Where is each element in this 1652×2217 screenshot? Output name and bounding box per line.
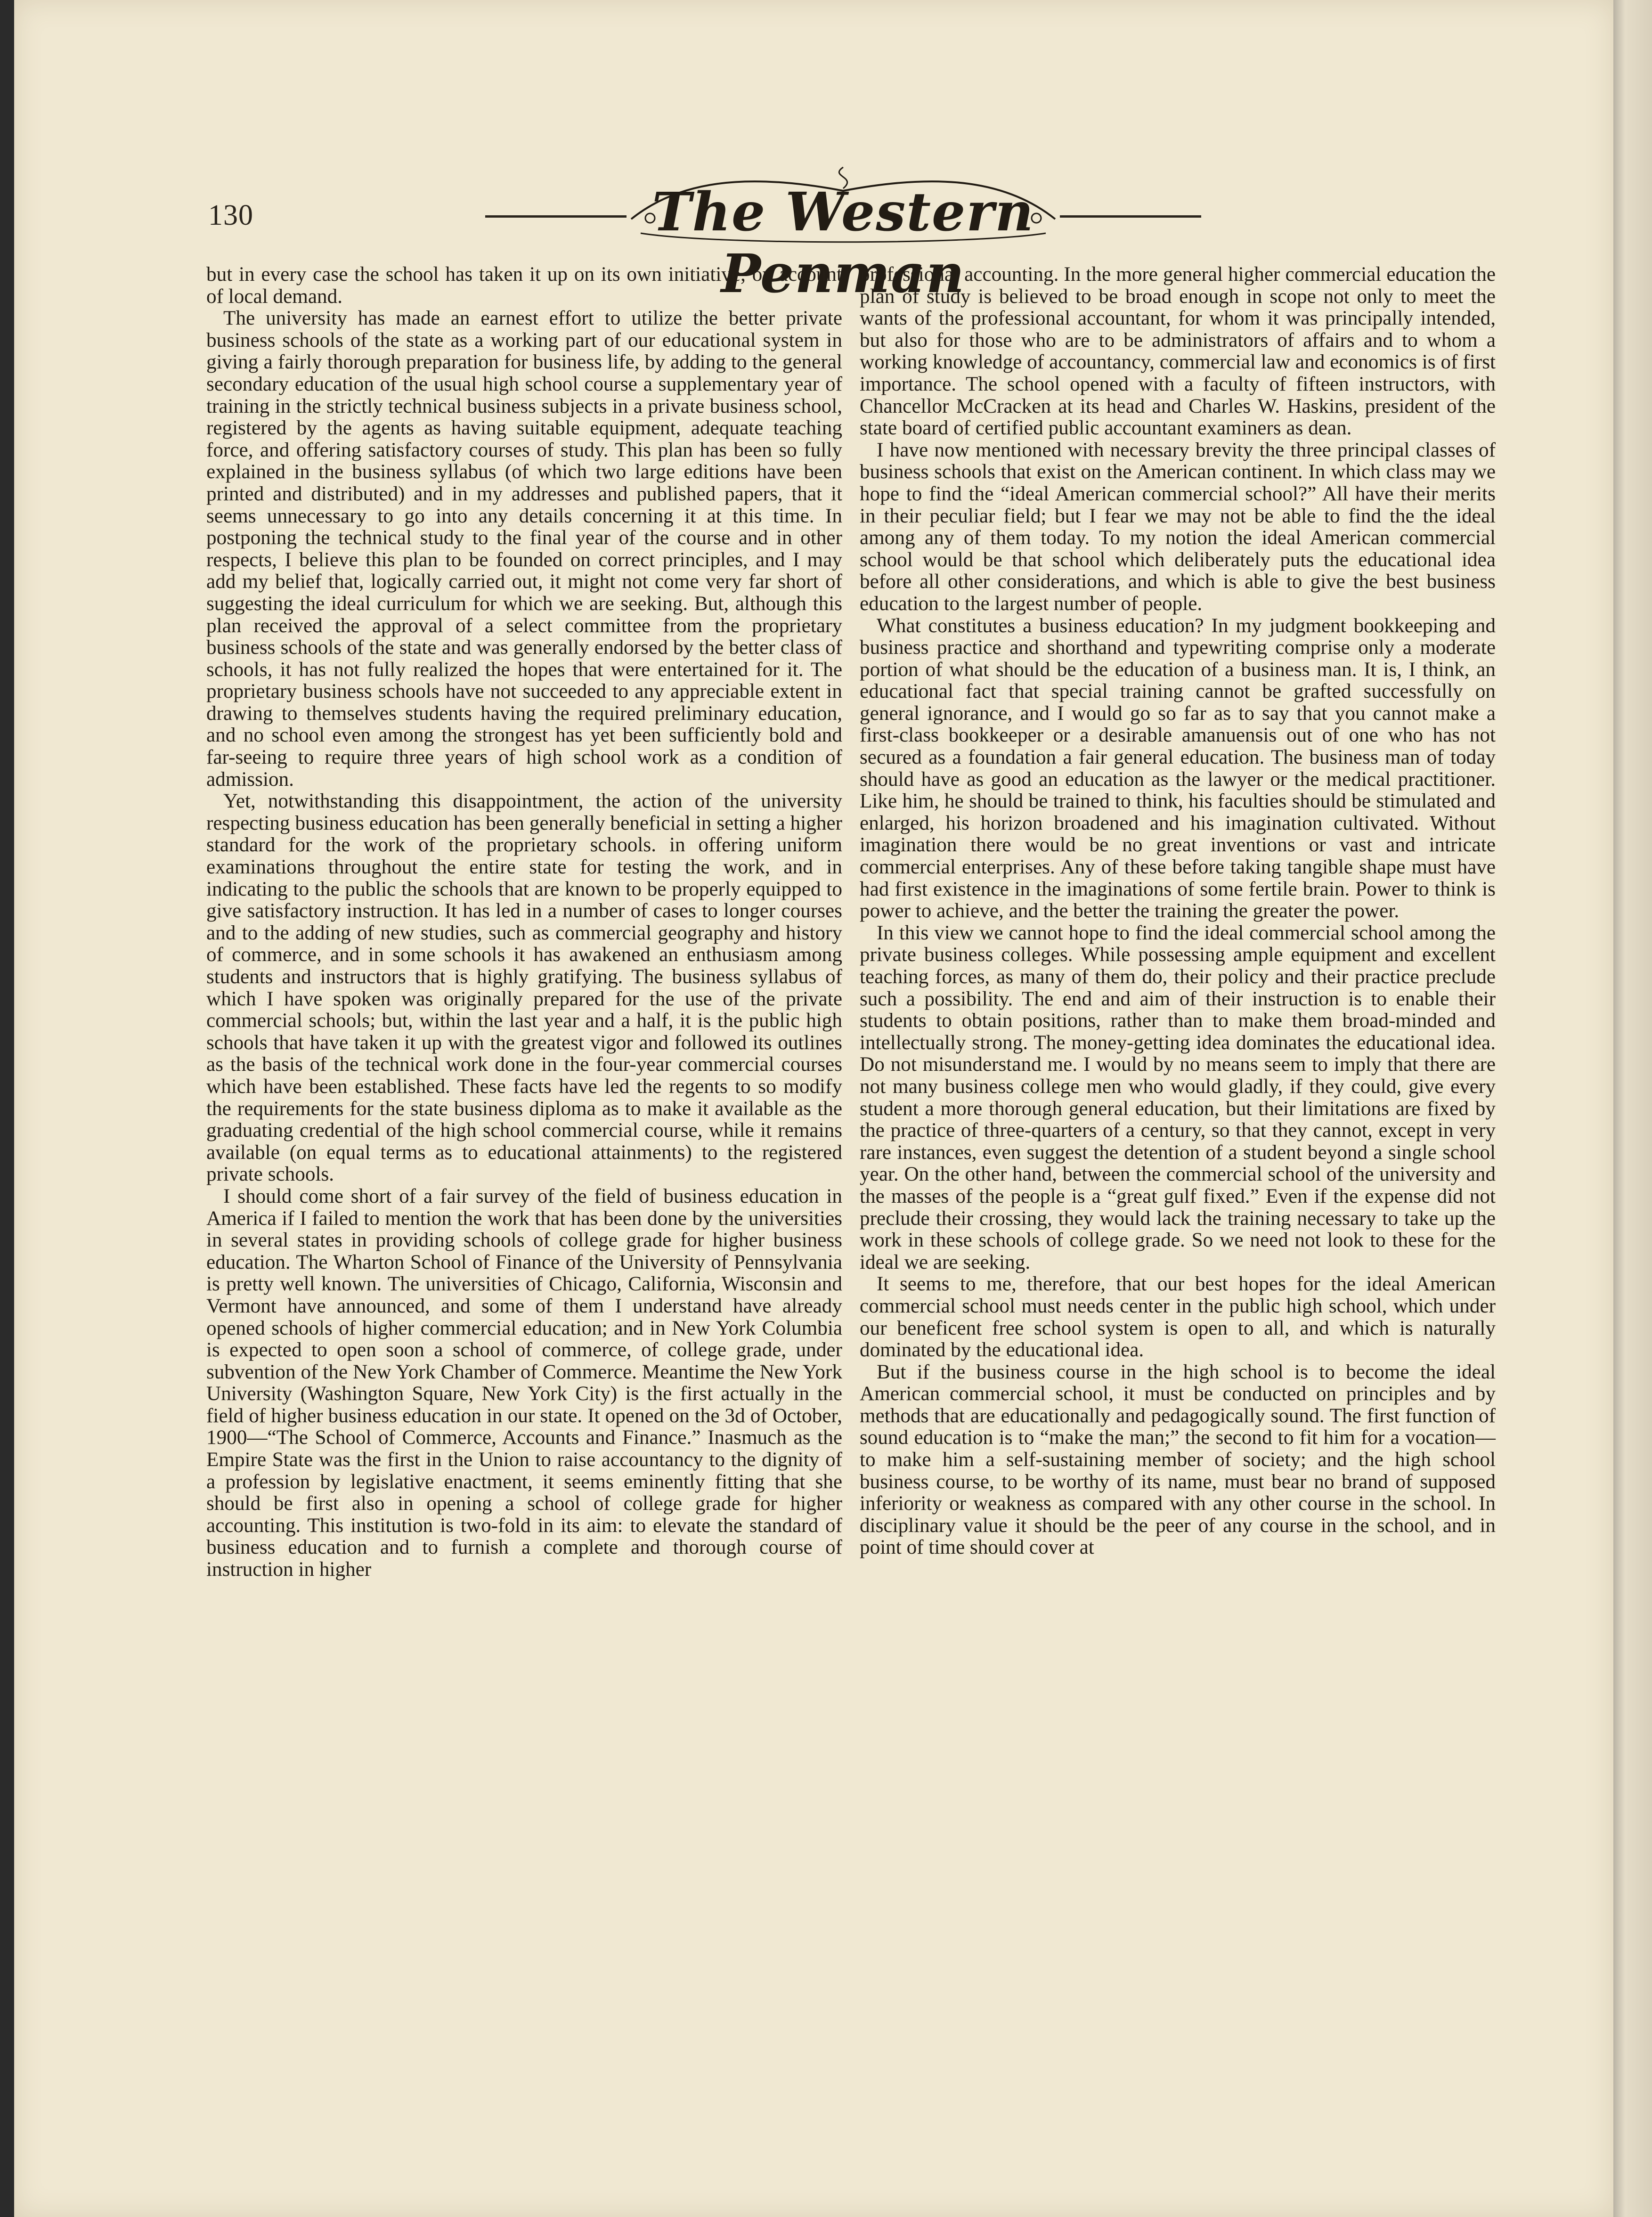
- column-right: [860, 264, 1496, 1559]
- paragraph: but in every case the school has taken it up on its own initiative, on account of local demand.: [206, 263, 842, 308]
- page: [14, 0, 1613, 2217]
- page-edge: [1613, 0, 1652, 2217]
- column-left: [206, 264, 842, 1581]
- paragraph: The university has made an earnest effort to utilize the better private business schools of the state as a working part of our educational system in giving a fairly thorough preparation for business life, by adding to the general secondary education of the usual high school course a supplementary year of training in the strictly technical business subjects in a private business school, registered by the agents as having suitable equipment, adequate teaching force, and offering satisfactory courses of study. This plan has been so fully explained in the business syllabus (of which two large editions have been printed and distributed) and in my addresses and published papers, that it seems unnecessary to go into any details concerning it at this time. In postponing the technical study to the final year of the course and in other respects, I believe this plan to be founded on correct principles, and I may add my belief that, logically carried out, it might not come very far short of suggesting the ideal curriculum for which we are seeking. But, although this plan received the approval of a select committee from the proprietary business schools of the state and was generally endorsed by the better class of schools, it has not fully realized the hopes that were entertained for it. The proprietary business schools have not succeeded to any appreciable extent in drawing to themselves students having the required preliminary education, and no school even among the strongest has yet been sufficiently bold and far-seeing to require three years of high school work as a condition of admission.: [206, 307, 842, 791]
- paragraph: Yet, notwithstanding this disappointment, the action of the university respecting business education has been generally beneficial in setting a higher standard for the work of the proprietary schools. in offering uniform examinations throughout the entire state for testing the work, and in indicating to the public the schools that are known to be properly equipped to give satisfactory instruction. It has led in a number of cases to longer courses and to the adding of new studies, such as commercial geography and history of commerce, and in some schools it has awakened an enthusiasm among students and instructors that is highly gratifying. The business syllabus of which I have spoken was originally prepared for the use of the private commercial schools; but, within the last year and a half, it is the public high schools that have taken it up with the greatest vigor and followed its outlines as the basis of the technical work done in the four-year commercial courses which have been established. These facts have led the regents to so modify the requirements for the state business diploma as to make it available as the graduating credential of the high school commercial course, while it remains available (on equal terms as to educational attainments) to the registered private schools.: [206, 790, 842, 1186]
- paragraph: professional accounting. In the more general higher commercial education the plan of study is believed to be broad enough in scope not only to meet the wants of the professional accountant, for whom it was principally intended, but also for those who are to be administrators of affairs and to whom a working knowledge of accountancy, commercial law and economics is of first importance. The school opened with a faculty of fifteen instructors, with Chancellor McCracken at its head and Charles W. Haskins, president of the state board of certified public accountant examiners as dean.: [860, 263, 1496, 440]
- masthead-logo: [622, 163, 1065, 305]
- paragraph: I should come short of a fair survey of the field of business education in America if I failed to mention the work that has been done by the universities in several states in providing schools of college grade for higher business education. The Wharton School of Finance of the University of Pennsylvania is pretty well known. The universities of Chicago, California, Wisconsin and Vermont have announced, and some of them I understand have already opened schools of higher commercial education; and in New York Columbia is expected to open soon a school of commerce, of college grade, under subvention of the New York Chamber of Commerce. Meantime the New York University (Washington Square, New York City) is the first actually in the field of higher business education in our state. It opened on the 3d of October, 1900—“The School of Commerce, Accounts and Finance.” Inasmuch as the Empire State was the first in the Union to raise accountancy to the dignity of a profession by legislative enactment, it seems eminently fitting that she should be first also in opening a school of college grade for higher accounting. This institution is two-fold in its aim: to elevate the standard of business education and to furnish a complete and thorough course of instruction in higher: [206, 1185, 842, 1581]
- masthead-title: The Western Penman: [652, 181, 1034, 305]
- paragraph: It seems to me, therefore, that our best hopes for the ideal American commercial school must needs center in the public high school, which under our beneficent free school system is open to all, and which is naturally dominated by the educational idea.: [860, 1273, 1496, 1361]
- paragraph: In this view we cannot hope to find the ideal commercial school among the private business colleges. While possessing ample equipment and excellent teaching forces, as many of them do, their policy and their practice preclude such a possibility. The end and aim of their instruction is to enable their students to obtain positions, rather than to make them broad-minded and intellectually strong. The money-getting idea dominates the educational idea. Do not misunderstand me. I would by no means seem to imply that there are not many business college men who would gladly, if they could, give every student a more thorough general education, but their limitations are fixed by the practice of three-quarters of a century, so that they cannot, except in very rare instances, even suggest the detention of a student beyond a single school year. On the other hand, between the commercial school of the university and the masses of the people is a “great gulf fixed.” Even if the expense did not preclude their crossing, they would lack the training necessary to take up the work in these schools of college grade. So we need not look to these for the ideal we are seeking.: [860, 921, 1496, 1273]
- paragraph: What constitutes a business education? In my judgment bookkeeping and business practice and shorthand and typewriting comprise only a moderate portion of what should be the education of a business man. It is, I think, an educational fact that special training cannot be grafted successfully on general ignorance, and I would go so far as to say that you cannot make a first-class bookkeeper or a desirable amanuensis out of one who has not secured as a foundation a fair general education. The business man of today should have as good an education as the lawyer or the medical practitioner. Like him, he should be trained to think, his faculties should be stimulated and enlarged, his horizon broadened and his imagination cultivated. Without imagination there would be no great inventions or vast and intricate commercial enterprises. Any of these before taking tangible shape must have had first existence in the imaginations of some fertile brain. Power to think is power to achieve, and the better the training the greater the power.: [860, 614, 1496, 922]
- page-number: 130: [208, 199, 253, 231]
- paragraph: But if the business course in the high school is to become the ideal American commercial school, it must be conducted on principles and by methods that are educationally and pedagogically sound. The first function of sound education is to “make the man;” the second to fit him for a vocation—to make him a self-sustaining member of society; and the high school business course, to be worthy of its name, must bear no brand of supposed inferiority or weakness as compared with any other course in the school. In disciplinary value it should be the peer of any course in the school, and in point of time should cover at: [860, 1361, 1496, 1559]
- masthead-rule-right: [1060, 215, 1201, 218]
- paragraph: I have now mentioned with necessary brevity the three principal classes of business schools that exist on the American continent. In which class may we hope to find the “ideal American commercial school?” All have their merits in their peculiar field; but I fear we may not be able to find the the ideal among any of them today. To my notion the ideal American commercial school would be that school which deliberately puts the educational idea before all other considerations, and which is able to give the best business education to the largest number of people.: [860, 439, 1496, 615]
- masthead-rule-left: [485, 215, 627, 218]
